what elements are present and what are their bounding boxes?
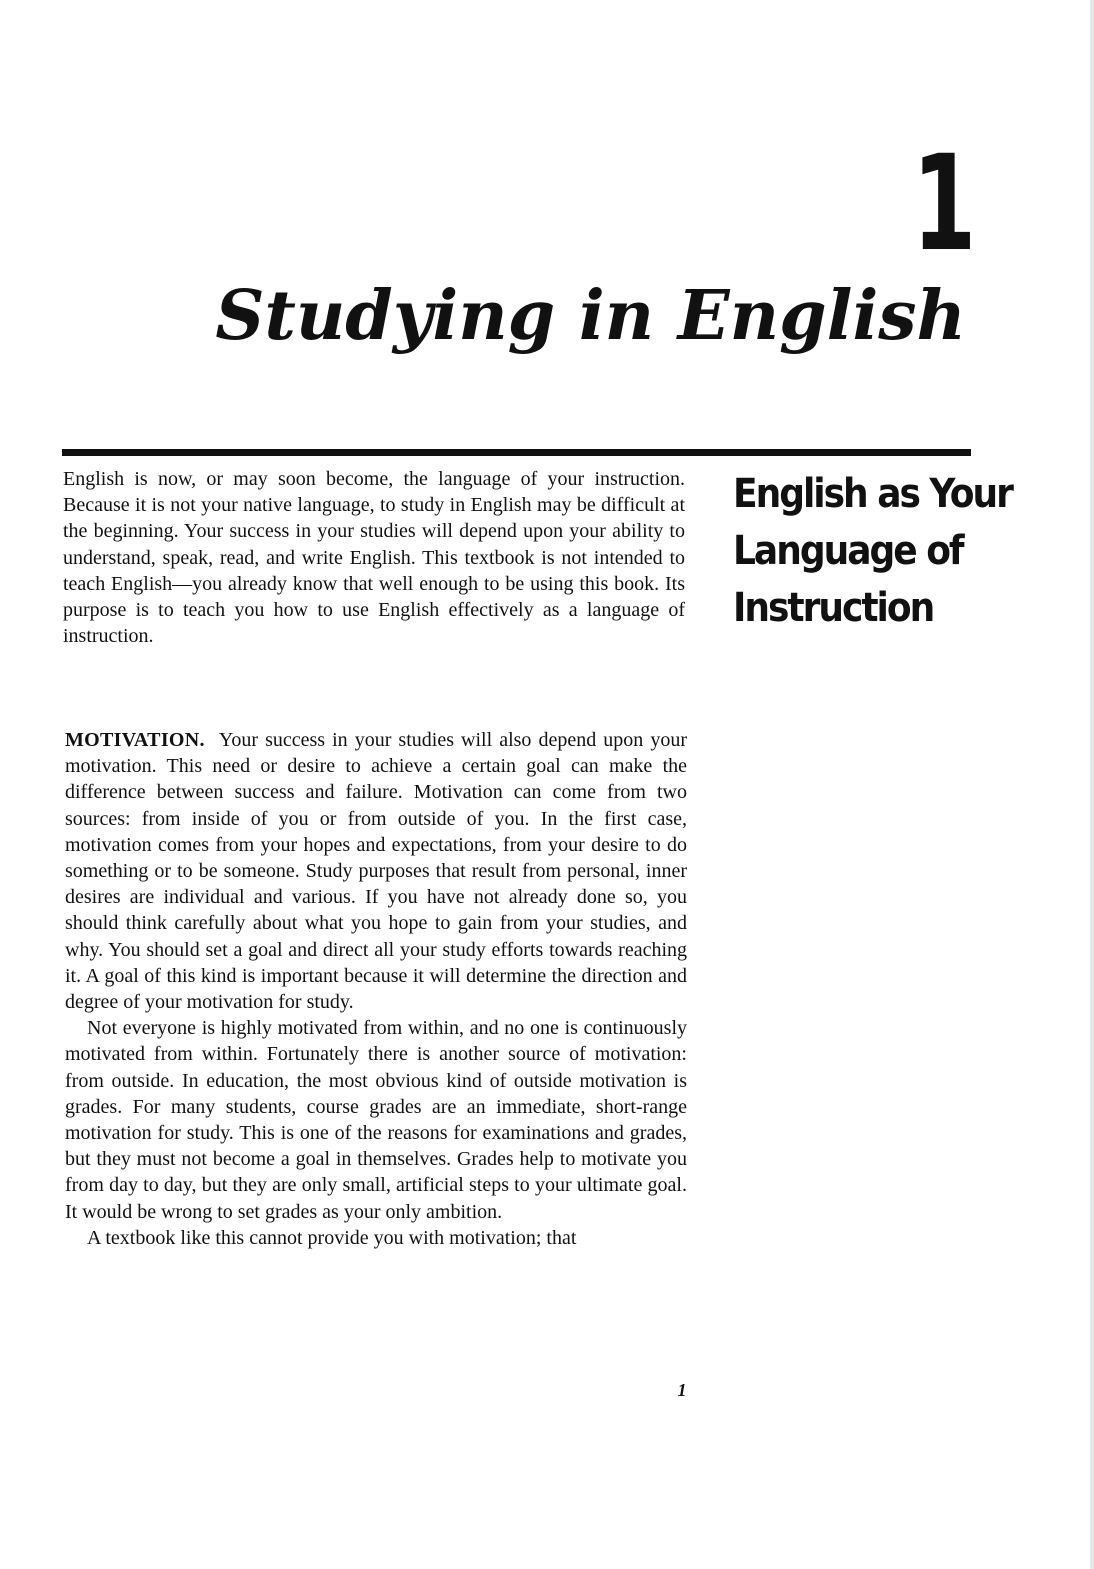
sidebar-heading-line: English as Your (733, 471, 1012, 517)
sidebar-heading-line: Language of (733, 528, 963, 574)
section-run-in-heading: MOTIVATION. (65, 729, 205, 751)
chapter-number: 1 (912, 127, 975, 281)
chapter-title: Studying in English (215, 276, 966, 356)
sidebar-heading-line: Instruction (733, 585, 934, 631)
body-paragraph: Not everyone is highly motivated from within, and no one is continuously motivated from within. Fortunately there is another source of motivation: from outside. In education, the most obvious kind of outside motivation is grades. For many students, course grades are an immediate, short-range motivation for study. This is one of the reasons for examinations and grades, but they must not become a goal in themselves. Grades help to motivate you from day to day, but they are only small, artificial steps to your ultimate goal. It would be wrong to set grades as your only ambition. (65, 1017, 687, 1223)
sidebar-heading (733, 466, 1012, 637)
page-edge (1090, 0, 1094, 1569)
body-paragraph-text: Your success in your studies will also depend upon your motivation. This need or desire to achieve a certain goal can make the difference between success and failure. Motivation can come from two sources: from inside of you or from outside of you. In the first case, motivation comes from your hopes and expectations, from your desire to do something or to be someone. Study purposes that result from personal, inner desires are individual and various. If you have not already done so, you should think carefully about what you hope to gain from your studies, and why. You should set a goal and direct all your study efforts towards reaching it. A goal of this kind is important because it will determine the direction and degree of your motivation for study. (65, 729, 687, 1014)
page-number: 1 (677, 1380, 687, 1400)
body-paragraph: A textbook like this cannot provide you with motivation; that (87, 1226, 577, 1249)
body-paragraph (65, 727, 687, 1015)
intro-paragraph: English is now, or may soon become, the language of your instruction. Because it is not your native language, to study in English may be difficult at the beginning. Your success in your studies will depend upon your ability to understand, speak, read, and write English. This textbook is not intended to teach English—you already know that well enough to be using this book. Its purpose is to teach you how to use English effectively as a language of instruction. (63, 468, 685, 648)
section-body (65, 727, 687, 1251)
horizontal-rule (62, 449, 971, 456)
